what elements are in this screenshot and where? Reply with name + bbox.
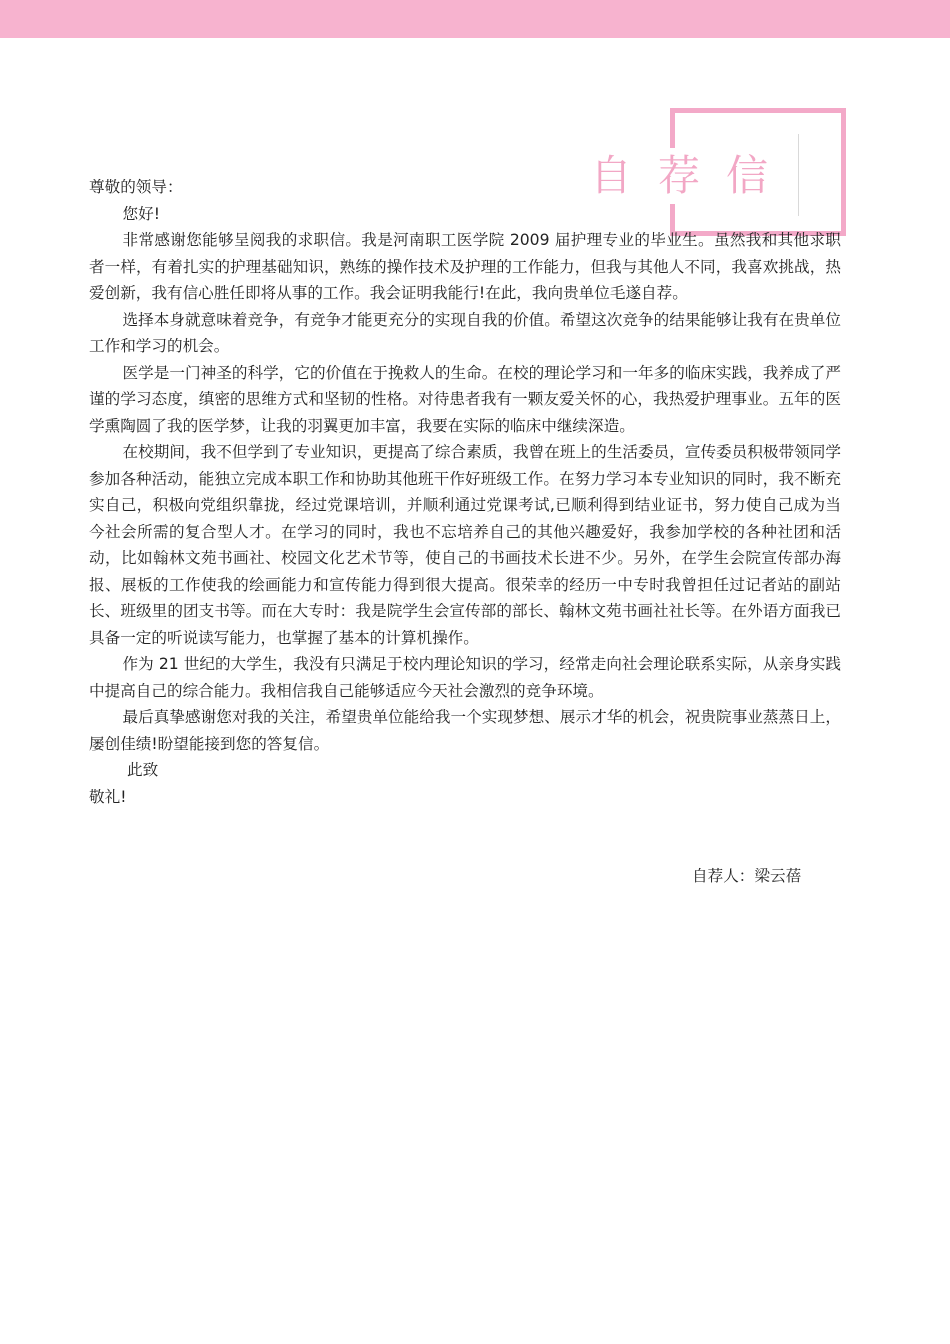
paragraph-6: 最后真挚感谢您对我的关注，希望贵单位能给我一个实现梦想、展示才华的机会，祝贵院事业蒸蒸日上，屡创佳绩!盼望能接到您的答复信。 bbox=[89, 708, 841, 753]
paragraph-3: 医学是一门神圣的科学，它的价值在于挽救人的生命。在校的理论学习和一年多的临床实践，我养成了严谨的学习态度，缜密的思维方式和坚韧的性格。对待患者我有一颗友爱关怀的心，我热爱护理事业。五年的医学熏陶圆了我的医学梦，让我的羽翼更加丰富，我要在实际的临床中继续深造。 bbox=[89, 363, 841, 435]
paragraph-1: 非常感谢您能够呈阅我的求职信。我是河南职工医学院 2009 届护理专业的毕业生。虽然我和其他求职者一样，有着扎实的护理基础知识，熟练的操作技术及护理的工作能力，但我与其他人不同，我喜欢挑战，热爱创新，我有信心胜任即将从事的工作。我会证明我能行!在此，我向贵单位毛遂自荐。 bbox=[89, 231, 841, 302]
salutation: 尊敬的领导： bbox=[89, 178, 183, 196]
top-accent-bar bbox=[0, 0, 950, 38]
paragraph-2: 选择本身就意味着竞争，有竞争才能更充分的实现自我的价值。希望这次竞争的结果能够让我有在贵单位工作和学习的机会。 bbox=[89, 310, 841, 355]
paragraph-5: 作为 21 世纪的大学生，我没有只满足于校内理论知识的学习，经常走向社会理论联系实际，从亲身实践中提高自己的综合能力。我相信我自己能够适应今天社会激烈的竞争环境。 bbox=[89, 655, 841, 700]
letter-title: 自荐信 bbox=[590, 148, 796, 204]
signature: 自荐人：梁云蓓 bbox=[692, 867, 802, 885]
paragraph-4: 在校期间，我不但学到了专业知识，更提高了综合素质，我曾在班上的生活委员，宣传委员积极带领同学参加各种活动，能独立完成本职工作和协助其他班干作好班级工作。在努力学习本专业知识的同时，我不断充实自己，积极向党组织靠拢，经过党课培训，并顺利通过党课考试,已顺利得到结业证书，努力使自己成为当今社会所需的复合型人才。在学习的同时，我也不忘培养自己的其他兴趣爱好，我参加学校的各种社团和活动，比如翰林文苑书画社、校园文化艺术节等，使自己的书画技术长进不少。另外，在学生会院宣传部办海报、展板的工作使我的绘画能力和宣传能力得到很大提高。很荣幸的经历一中专时我曾担任过记者站的副站长、班级里的团支书等。而在大专时：我是院学生会宣传部的部长、翰林文苑书画社社长等。在外语方面我已具备一定的听说读写能力，也掌握了基本的计算机操作。 bbox=[89, 443, 841, 647]
closing: 此致 bbox=[127, 761, 159, 779]
greeting: 您好! bbox=[122, 204, 160, 223]
regards: 敬礼! bbox=[89, 787, 127, 806]
letter-body bbox=[89, 174, 841, 810]
